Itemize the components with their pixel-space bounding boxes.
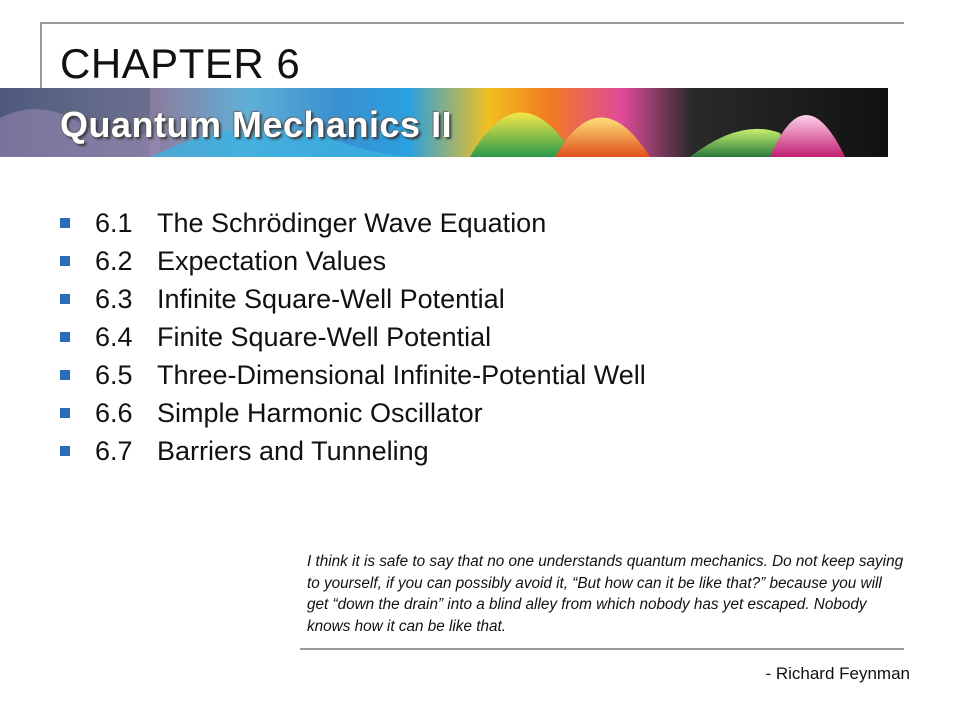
- section-number: 6.7: [95, 435, 133, 466]
- section-item: [60, 356, 646, 394]
- square-bullet-icon: [60, 446, 70, 456]
- section-item: [60, 242, 646, 280]
- section-title: Expectation Values: [157, 245, 387, 276]
- section-item: [60, 432, 646, 470]
- section-item: [60, 394, 646, 432]
- section-number: 6.4: [95, 321, 133, 352]
- chapter-title: CHAPTER 6: [60, 40, 301, 87]
- feynman-quote: I think it is safe to say that no one understands quantum mechanics. Do not keep saying to yourself, if you can possibly avoid it, “But how can it be like that?” because you will get “down the drain” into a blind alley from which nobody has yet escaped. Nobody knows how it can be like that.: [307, 553, 904, 635]
- section-title: Finite Square-Well Potential: [157, 321, 492, 352]
- square-bullet-icon: [60, 294, 70, 304]
- footer-divider: [300, 648, 904, 650]
- square-bullet-icon: [60, 370, 70, 380]
- frame-left-line: [40, 22, 42, 92]
- section-list: [60, 204, 646, 470]
- section-item: [60, 204, 646, 242]
- square-bullet-icon: [60, 332, 70, 342]
- section-title: Simple Harmonic Oscillator: [157, 397, 483, 428]
- square-bullet-icon: [60, 408, 70, 418]
- section-number: 6.2: [95, 245, 133, 276]
- chapter-subtitle: Quantum Mechanics II: [60, 104, 453, 145]
- square-bullet-icon: [60, 256, 70, 266]
- frame-top-line: [40, 22, 904, 24]
- section-number: 6.1: [95, 207, 133, 238]
- section-title: Barriers and Tunneling: [157, 435, 429, 466]
- section-item: [60, 280, 646, 318]
- section-number: 6.5: [95, 359, 133, 390]
- quote-author: - Richard Feynman: [765, 664, 910, 683]
- section-title: Infinite Square-Well Potential: [157, 283, 505, 314]
- section-item: [60, 318, 646, 356]
- section-title: The Schrödinger Wave Equation: [157, 207, 547, 238]
- section-number: 6.6: [95, 397, 133, 428]
- square-bullet-icon: [60, 218, 70, 228]
- section-number: 6.3: [95, 283, 133, 314]
- section-title: Three-Dimensional Infinite-Potential Well: [157, 359, 646, 390]
